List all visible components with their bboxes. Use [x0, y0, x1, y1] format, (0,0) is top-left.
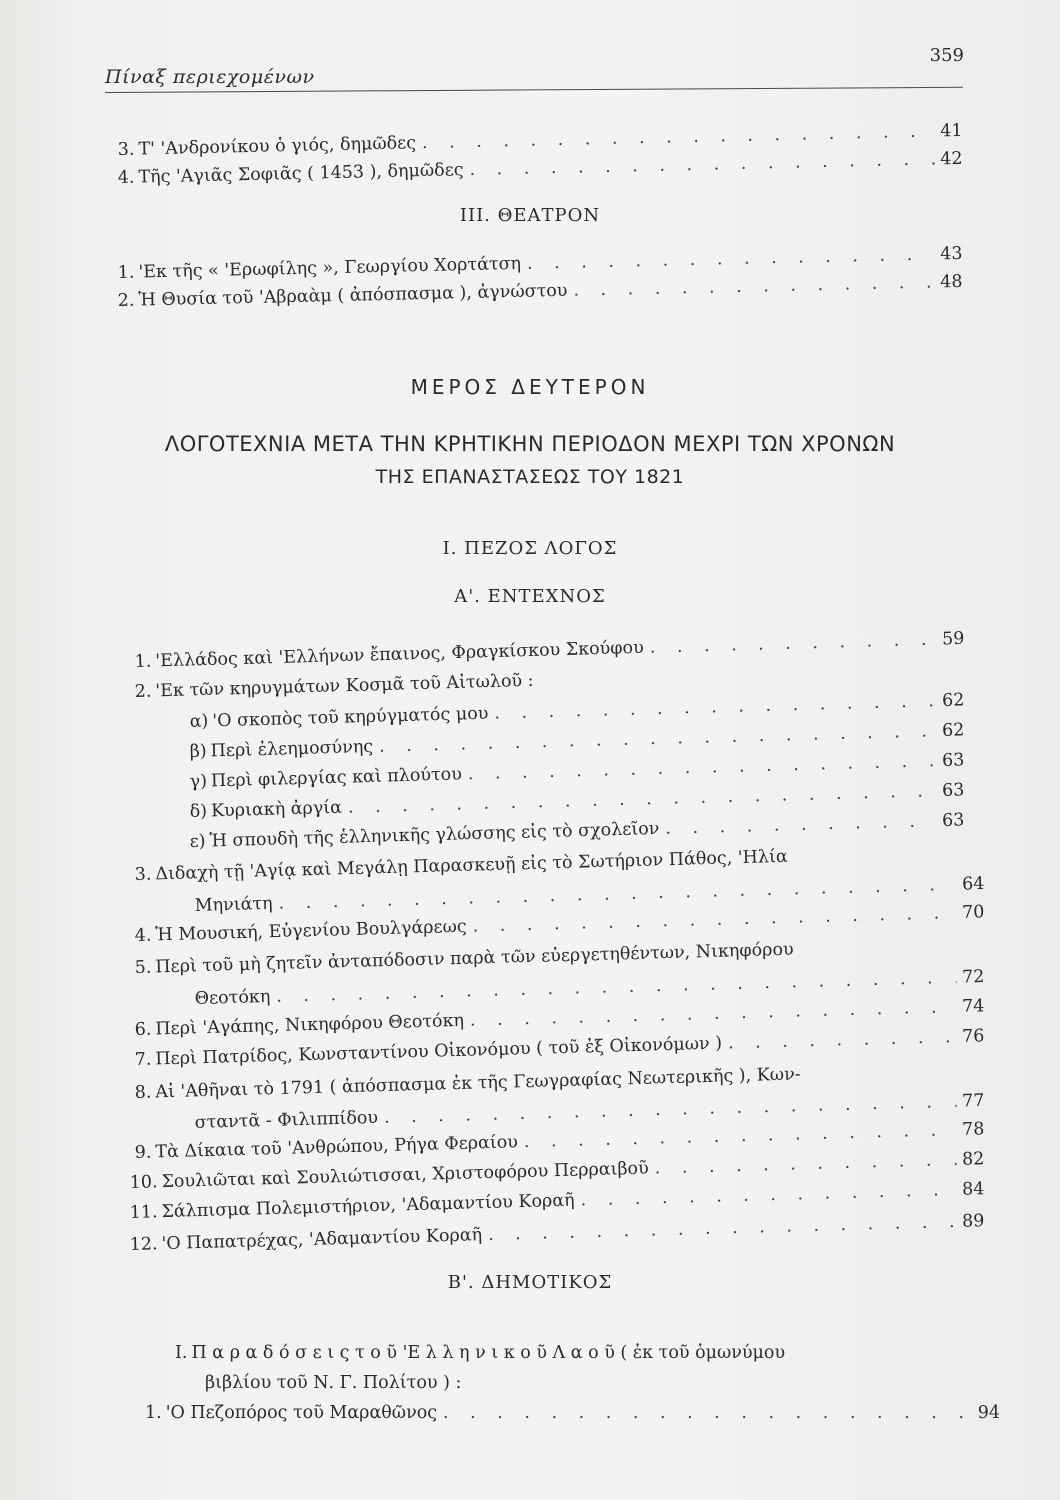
- entry-page: 74: [961, 996, 985, 1017]
- entry-number: 8.: [134, 1082, 152, 1103]
- leader-dots: [348, 781, 937, 817]
- entry-page: 63: [941, 750, 965, 771]
- entry-number: 2.: [117, 290, 135, 311]
- leader-dots: [443, 1403, 972, 1423]
- entry-text: Περὶ φιλεργίας καὶ πλούτου: [210, 764, 463, 792]
- entry-page: 78: [961, 1119, 985, 1140]
- entry-number: δ): [189, 801, 208, 822]
- entry-text: Ἡ σπουδὴ τῆς ἑλληνικῆς γλώσσης εἰς τὸ σχολεῖον: [209, 818, 660, 852]
- entry-number: 9.: [134, 1142, 152, 1163]
- leader-dots: [527, 244, 935, 273]
- leader-dots: [472, 903, 956, 936]
- entry-text: Θεοτόκη: [194, 986, 271, 1009]
- entry-number: 4.: [134, 925, 152, 946]
- entry-page: 63: [941, 810, 965, 831]
- leader-dots: [488, 1212, 957, 1245]
- leader-dots: [580, 1180, 956, 1210]
- entry-text: 'Εκ τῶν κηρυγμάτων Κοσμᾶ τοῦ Αἰτωλοῦ :: [155, 670, 534, 702]
- entry-number: γ): [189, 771, 208, 792]
- entry-number: Ι.: [175, 1343, 188, 1363]
- entry-text: σταντᾶ - Φιλιππίδου: [194, 1107, 379, 1133]
- entry-page: 63: [941, 780, 965, 801]
- entry-text: 'Ο Πεζοπόρος τοῦ Μαραθῶνος: [165, 1403, 438, 1423]
- entry-text: 'Ελλάδος καὶ 'Ελλήνων ἔπαινος, Φραγκίσκου Σκούφου: [155, 637, 644, 672]
- toc-entry: [145, 1403, 1000, 1423]
- entry-page: 42: [940, 148, 963, 170]
- entry-number: 11.: [129, 1202, 158, 1223]
- entry-text: Μηνιάτη: [194, 893, 273, 916]
- entry-text: βιβλίου τοῦ Ν. Γ. Πολίτου ) :: [205, 1373, 462, 1393]
- entry-page: 48: [940, 271, 963, 293]
- entry-number: ε): [189, 831, 206, 852]
- leader-dots: [524, 1120, 957, 1152]
- entry-page: 64: [961, 873, 985, 895]
- entry-number: 4.: [117, 167, 135, 188]
- leader-dots: [665, 811, 936, 839]
- entry-text: Τ' 'Ανδρονίκου ὁ γιός, δημῶδες: [138, 133, 417, 160]
- entry-text: Διδαχὴ τῇ 'Αγίᾳ καὶ Μεγάλῃ Παρασκευῇ εἰς τὸ Σωτήριον Πάθος, 'Ηλία: [155, 846, 788, 885]
- part-subtitle-line2: ΤΗΣ ΕΠΑΝΑΣΤΑΣΕΩΣ ΤΟΥ 1821: [375, 466, 685, 488]
- entry-text: 'Ο Παπατρέχας, 'Αδαμαντίου Κοραῆ: [161, 1225, 483, 1255]
- entry-page: 62: [941, 690, 965, 711]
- entry-number: 5.: [134, 957, 152, 978]
- entechnos-heading: Α'. ΕΝΤΕΧΝΟΣ: [454, 586, 606, 607]
- toc-entry: [175, 1343, 945, 1363]
- leader-dots: [654, 1150, 956, 1178]
- entry-page: 41: [940, 120, 963, 142]
- entry-number: 3.: [117, 139, 135, 160]
- part-title: ΜΕΡΟΣ ΔΕΥΤΕΡΟΝ: [410, 375, 650, 399]
- entry-page: 94: [977, 1403, 1000, 1423]
- running-header-title: Πίναξ περιεχομένων: [105, 66, 315, 88]
- entry-number: 3.: [134, 864, 152, 885]
- toc-entry-continuation: [205, 1373, 945, 1393]
- leader-dots: [468, 751, 937, 784]
- part-subtitle-line1: ΛΟΓΟΤΕΧΝΙΑ ΜΕΤΑ ΤΗΝ ΚΡΗΤΙΚΗΝ ΠΕΡΙΟΔΟΝ ΜΕΧΡΙ ΤΩΝ ΧΡΟΝΩΝ: [164, 432, 896, 456]
- entry-text: 'Ο σκοπὸς τοῦ κηρύγματός μου: [212, 703, 489, 732]
- entry-text: Σουλιῶται καὶ Σουλιώτισσαι, Χριστοφόρου Περραιβοῦ: [161, 1158, 649, 1193]
- entry-page: 84: [961, 1179, 985, 1200]
- entry-text: Περὶ ἐλεημοσύνης: [210, 736, 374, 762]
- entry-page: 89: [961, 1211, 985, 1232]
- entry-page: 43: [940, 243, 963, 265]
- entry-number: 7.: [134, 1049, 152, 1070]
- entry-page: 70: [961, 902, 985, 923]
- theatre-heading: ΙΙΙ. ΘΕΑΤΡΟΝ: [459, 205, 601, 226]
- leader-dots: [470, 997, 957, 1031]
- entry-text: Ἡ Μουσική, Εὐγενίου Βουλγάρεως: [155, 916, 467, 946]
- entry-number: 2.: [134, 681, 152, 702]
- entry-number: 1.: [134, 651, 152, 672]
- entry-page: 72: [961, 966, 985, 988]
- leader-dots: [649, 630, 936, 658]
- prose-heading: Ι. ΠΕΖΟΣ ΛΟΓΟΣ: [442, 538, 618, 559]
- entry-text: Τὰ Δίκαια τοῦ 'Ανθρώπου, Ρήγα Φεραίου: [155, 1132, 519, 1163]
- entry-number: 6.: [134, 1019, 152, 1040]
- entry-text: Ἡ Θυσία τοῦ 'Αβραὰμ ( ἀπόσπασμα ), ἀγνώστου: [138, 280, 568, 311]
- entry-page: 76: [961, 1026, 985, 1047]
- leader-dots: [422, 121, 935, 153]
- entry-number: β): [189, 741, 207, 762]
- entry-text: Τῆς 'Αγιᾶς Σοφιᾶς ( 1453 ), δημῶδες: [138, 160, 464, 188]
- entry-page: 77: [961, 1090, 985, 1112]
- leader-dots: [494, 691, 936, 723]
- entry-number: 10.: [129, 1172, 158, 1193]
- entry-text: Κυριακὴ ἀργία: [210, 797, 343, 822]
- entry-page: 62: [941, 720, 965, 741]
- entry-number: α): [189, 711, 209, 732]
- leader-dots: [573, 272, 934, 300]
- leader-dots: [379, 721, 937, 757]
- entry-page: 59: [941, 628, 965, 650]
- leader-dots: [469, 149, 934, 180]
- entry-text: Περὶ Πατρίδος, Κωνσταντίνου Οἰκονόμου ( τοῦ ἐξ Οἰκονόμων ): [155, 1033, 723, 1070]
- entry-text: Περὶ 'Αγάπης, Νικηφόρου Θεοτόκη: [155, 1010, 465, 1040]
- entry-number: 1.: [117, 262, 135, 283]
- entry-text: Αἱ 'Αθῆναι τὸ 1791 ( ἀπόσπασμα ἐκ τῆς Γεωγραφίας Νεωτερικῆς ), Κων-: [155, 1064, 801, 1103]
- entry-text: Σάλπισμα Πολεμιστήριον, 'Αδαμαντίου Κοραῆ: [161, 1190, 575, 1223]
- entry-number: 1.: [145, 1403, 162, 1423]
- entry-number: 12.: [129, 1234, 158, 1255]
- entry-text: 'Εκ τῆς « 'Ερωφίλης », Γεωργίου Χορτάτση: [138, 253, 522, 283]
- leader-dots: [728, 1027, 957, 1053]
- page-number: 359: [929, 45, 964, 66]
- dimotikos-heading: Β'. ΔΗΜΟΤΙΚΟΣ: [447, 1272, 613, 1293]
- entry-page: 82: [961, 1149, 985, 1170]
- entry-text: Περὶ τοῦ μὴ ζητεῖν ἀνταπόδοσιν παρὰ τῶν εὐεργετηθέντων, Νικηφόρου: [155, 939, 794, 978]
- entry-text: Π α ρ α δ ό σ ε ι ς τ ο ῦ 'Ε λ λ η ν ι κ ο ῦ Λ α ο ῦ ( ἐκ τοῦ ὁμωνύμου: [191, 1343, 786, 1363]
